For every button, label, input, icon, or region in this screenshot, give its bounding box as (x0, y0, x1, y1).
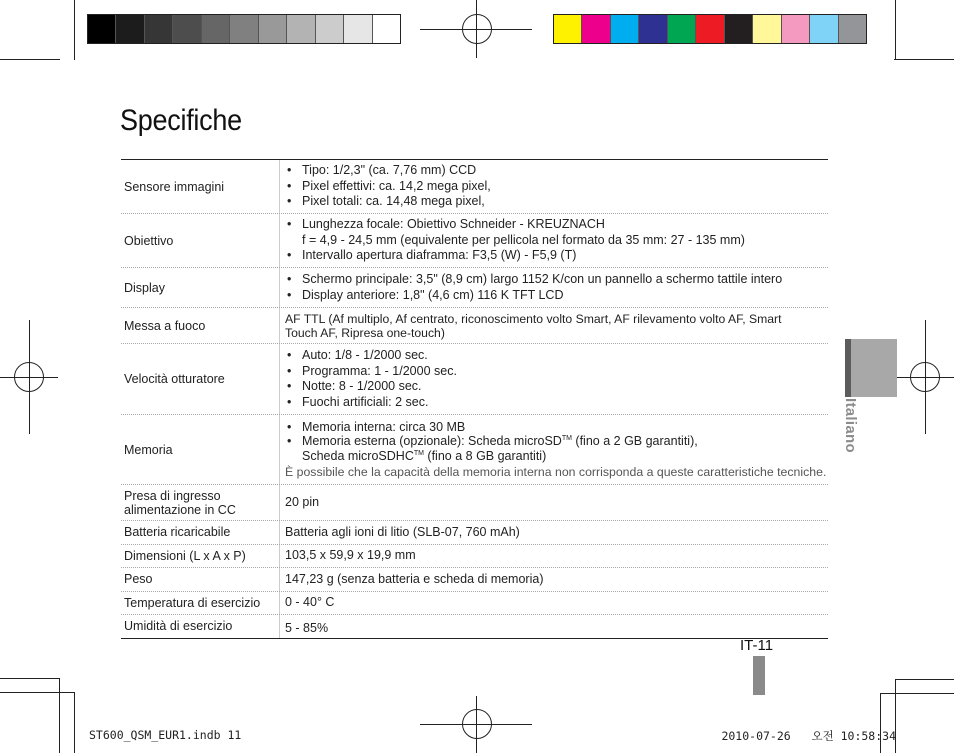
row-value (279, 308, 828, 343)
value-text: 20 pin (285, 494, 320, 509)
footer-file-info: ST600_QSM_EUR1.indb 11 (89, 728, 242, 742)
gray-swatch (259, 15, 287, 43)
value-text: (fino a 2 GB garantiti), (571, 434, 698, 448)
color-swatch (639, 15, 667, 43)
language-tab (845, 339, 897, 397)
value-line: Touch AF, Ripresa one-touch) (285, 325, 445, 340)
page-edge-tab (753, 656, 765, 695)
list-item: • Intervallo apertura diaframma: F3,5 (W) - F5,9 (T) (285, 248, 828, 264)
table-row-sensor (121, 160, 828, 214)
list-item: • Lunghezza focale: Obiettivo Schneider - KREUZNACH (285, 217, 828, 233)
color-swatch (839, 15, 866, 43)
page-title: Specifiche (120, 104, 242, 137)
row-label: Obiettivo (124, 233, 174, 248)
color-swatch (582, 15, 610, 43)
table-row-lens (121, 214, 828, 268)
list-item: • Pixel effettivi: ca. 14,2 mega pixel, (285, 179, 828, 195)
list-item: • Notte: 8 - 1/2000 sec. (285, 379, 828, 395)
row-value (279, 568, 828, 591)
gray-swatch (316, 15, 344, 43)
list-item-continuation: f = 4,9 - 24,5 mm (equivalente per pellicola nel formato da 35 mm: 27 - 135 mm) (302, 232, 745, 247)
color-swatch (611, 15, 639, 43)
row-label (121, 485, 279, 520)
row-value (279, 344, 828, 414)
list-item: • Memoria interna: circa 30 MB (285, 420, 828, 435)
gray-swatch (145, 15, 173, 43)
color-swatch (810, 15, 838, 43)
list-item (285, 434, 828, 449)
row-label: Memoria (124, 442, 173, 457)
row-label: Batteria ricaricabile (124, 525, 231, 539)
table-row-shutter (121, 344, 828, 415)
color-swatch (696, 15, 724, 43)
list-item: • Programma: 1 - 1/2000 sec. (285, 364, 828, 380)
table-row-focus (121, 308, 828, 344)
value-text: (fino a 8 GB garantiti) (423, 448, 547, 463)
row-label: Dimensioni (L x A x P) (124, 549, 246, 563)
value-text: 147,23 g (senza batteria e scheda di memoria) (285, 571, 544, 586)
gray-swatch (287, 15, 315, 43)
color-swatch (554, 15, 582, 43)
table-row-battery (121, 521, 828, 545)
gray-swatch (344, 15, 372, 43)
gray-swatch (230, 15, 258, 43)
gray-swatch (202, 15, 230, 43)
grayscale-calibration-strip (87, 14, 401, 44)
row-value (279, 521, 828, 544)
row-label: Velocità otturatore (124, 372, 225, 386)
table-row-dc-input (121, 485, 828, 521)
spec-table (121, 159, 828, 639)
row-value (279, 268, 828, 307)
gray-swatch (88, 15, 116, 43)
table-row-display (121, 268, 828, 308)
row-label: Temperatura di esercizio (124, 596, 261, 610)
language-tab-accent (845, 339, 851, 397)
list-item: • Fuochi artificiali: 2 sec. (285, 395, 828, 411)
table-row-humidity (121, 615, 828, 639)
table-row-memory (121, 415, 828, 485)
list-item-continuation (285, 449, 828, 464)
color-calibration-strip (553, 14, 867, 44)
color-swatch (782, 15, 810, 43)
list-item: • Pixel totali: ca. 14,48 mega pixel, (285, 194, 828, 210)
row-value (279, 592, 828, 614)
color-swatch (725, 15, 753, 43)
row-value (279, 485, 828, 520)
value-text: 0 - 40° C (285, 595, 335, 610)
value-text: 5 - 85% (285, 620, 329, 635)
label-line: alimentazione in CC (124, 502, 236, 517)
row-label: Messa a fuoco (124, 318, 206, 333)
page-number: IT-11 (740, 637, 774, 654)
gray-swatch (173, 15, 201, 43)
table-row-temperature (121, 592, 828, 615)
label-line: Presa di ingresso (124, 488, 221, 503)
gray-swatch (373, 15, 400, 43)
value-text: Batteria agli ioni di litio (SLB-07, 760 mAh) (285, 524, 520, 539)
trademark-sup: TM (561, 435, 572, 442)
color-swatch (753, 15, 781, 43)
row-value (279, 545, 828, 567)
row-label: Sensore immagini (124, 179, 225, 194)
list-item: • Tipo: 1/2,3" (ca. 7,76 mm) CCD (285, 163, 828, 179)
footer-print-datetime: 2010-07-26 오전 10:58:34 (721, 729, 896, 743)
list-item: • Auto: 1/8 - 1/2000 sec. (285, 348, 828, 364)
color-swatch (668, 15, 696, 43)
row-value (279, 615, 828, 638)
table-row-weight (121, 568, 828, 592)
language-label: Italiano (842, 398, 859, 453)
value-text: 103,5 x 59,9 x 19,9 mm (285, 548, 416, 563)
row-value (279, 415, 828, 484)
list-item: • Schermo principale: 3,5" (8,9 cm) largo 1152 K/con un pannello a schermo tattile intero (285, 272, 828, 288)
row-label: Umidità di esercizio (124, 619, 233, 633)
row-value (279, 160, 828, 213)
value-text: Scheda microSDHC (302, 448, 414, 463)
trademark-sup: TM (413, 449, 424, 457)
list-item: • Display anteriore: 1,8" (4,6 cm) 116 K TFT LCD (285, 288, 828, 304)
row-label: Display (124, 280, 165, 295)
row-value (279, 214, 828, 267)
row-label: Peso (124, 572, 153, 586)
table-row-dimensions (121, 545, 828, 568)
gray-swatch (116, 15, 144, 43)
memory-note: È possibile che la capacità della memoria interna non corrisponda a queste caratteristiche tecniche. (285, 465, 827, 479)
value-text: Memoria esterna (opzionale): Scheda microSD (302, 434, 562, 448)
value-line: AF TTL (Af multiplo, Af centrato, riconoscimento volto Smart, AF rilevamento volto AF, Smart (285, 311, 782, 326)
